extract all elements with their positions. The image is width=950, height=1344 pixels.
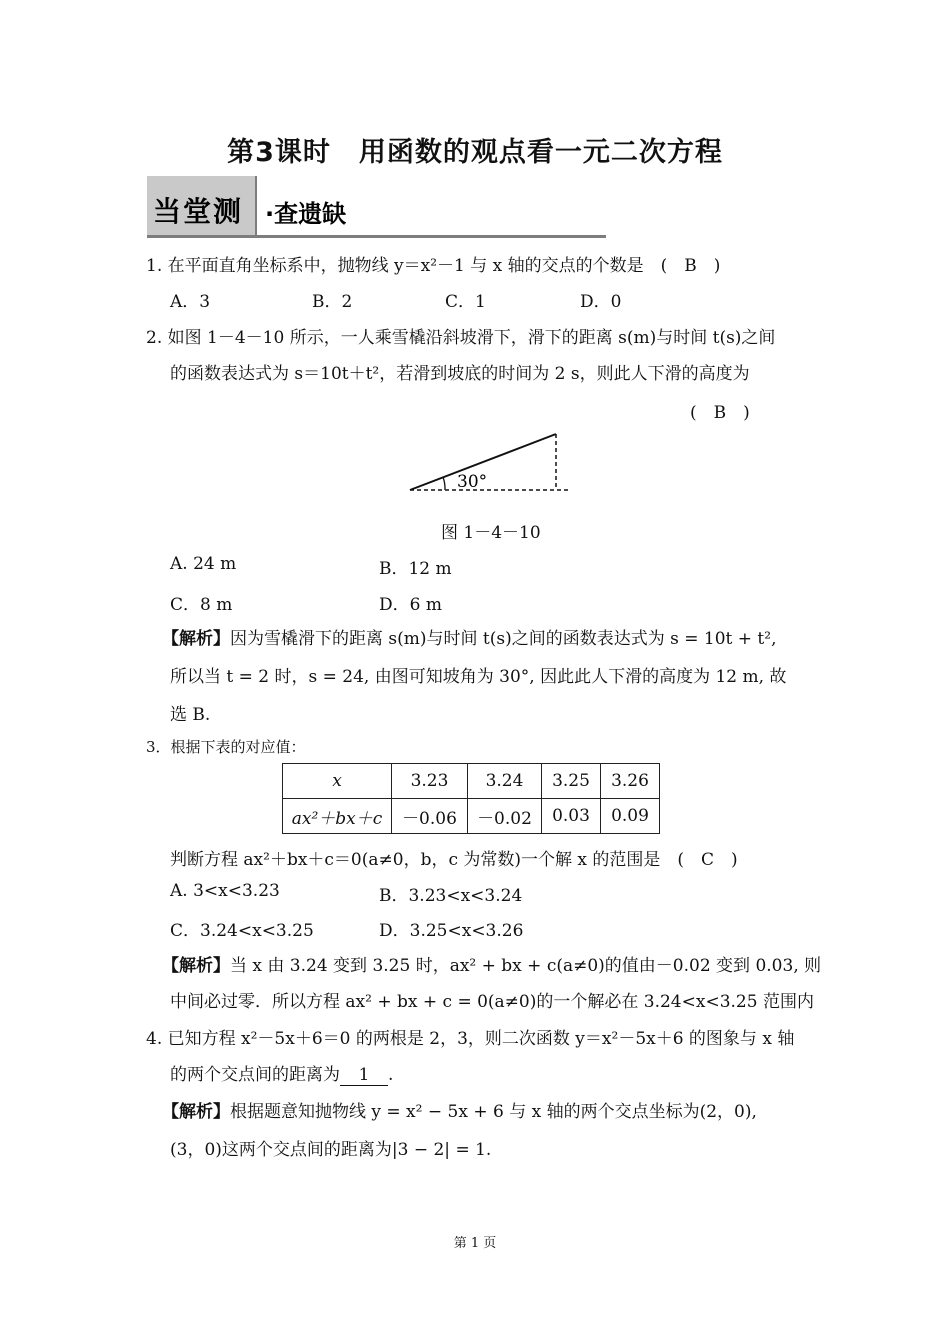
q2-solution-line3: 选 B. <box>170 705 211 725</box>
q4-solution-label: 【解析】 <box>162 1102 230 1122</box>
q4-stem-line2 <box>170 1060 393 1086</box>
page-title: 第3课时 用函数的观点看一元二次方程 <box>227 137 723 168</box>
q2-solution-line2: 所以当 t = 2 时，s = 24, 由图可知坡角为 30°, 因此此人下滑的高度为 12 m, 故 <box>170 667 787 687</box>
table-cell: ax²＋bx＋c <box>283 799 392 834</box>
q3-question: 判断方程 ax²＋bx＋c＝0(a≠0，b，c 为常数)一个解 x 的范围是 ( C ) <box>170 850 738 870</box>
q4-stem-text: 的两个交点间的距离为 <box>170 1065 340 1085</box>
q3-solution-label: 【解析】 <box>162 956 230 976</box>
q4-stem-line1: 4. 已知方程 x²－5x＋6＝0 的两根是 2，3，则二次函数 y＝x²－5x＋6 的图象与 x 轴 <box>146 1029 795 1049</box>
q4-solution-line1 <box>162 1097 757 1122</box>
q2-solution-text1: 因为雪橇滑下的距离 s(m)与时间 t(s)之间的函数表达式为 s = 10t + t², <box>230 629 777 649</box>
angle-label: 30° <box>457 472 488 492</box>
table-cell: －0.02 <box>468 799 542 834</box>
q2-answer: ( B ) <box>690 403 750 423</box>
q3-option-d: D．3.25<x<3.26 <box>379 921 524 941</box>
q4-solution-line2: (3，0)这两个交点间的距离为|3 − 2| = 1. <box>170 1140 492 1160</box>
q3-stem: 3．根据下表的对应值： <box>146 738 306 756</box>
q2-solution-label: 【解析】 <box>162 629 230 649</box>
slope-diagram <box>400 425 580 497</box>
q3-option-c: C．3.24<x<3.25 <box>170 921 314 941</box>
q3-solution-line2: 中间必过零．所以方程 ax² + bx + c = 0(a≠0)的一个解必在 3.24<x<3.25 范围内 <box>170 992 814 1012</box>
q2-stem-line2: 的函数表达式为 s＝10t＋t²，若滑到坡底的时间为 2 s，则此人下滑的高度为 <box>170 364 750 384</box>
q3-solution-text1: 当 x 由 3.24 变到 3.25 时，ax² + bx + c(a≠0)的值由－0.02 变到 0.03, 则 <box>230 956 822 976</box>
table-cell: 3.25 <box>542 764 601 799</box>
value-table <box>282 763 660 834</box>
q3-solution-line1 <box>162 951 821 976</box>
q4-answer-blank: 1 <box>340 1065 388 1086</box>
table-cell: －0.06 <box>392 799 468 834</box>
q2-solution-line1 <box>162 624 776 649</box>
table-cell: 3.23 <box>392 764 468 799</box>
q1-option-b: B．2 <box>312 292 353 312</box>
q1-stem: 1. 在平面直角坐标系中，抛物线 y＝x²－1 与 x 轴的交点的个数是 ( B ) <box>146 256 721 276</box>
table-row <box>283 799 660 834</box>
q2-option-d: D．6 m <box>379 595 442 615</box>
table-row <box>283 764 660 799</box>
table-cell: 3.24 <box>468 764 542 799</box>
q2-option-c: C．8 m <box>170 595 233 615</box>
q3-option-b: B．3.23<x<3.24 <box>379 886 523 906</box>
q2-option-a: A. 24 m <box>170 554 237 574</box>
table-cell: 0.09 <box>601 799 660 834</box>
table-cell: 3.26 <box>601 764 660 799</box>
q4-solution-text1: 根据题意知抛物线 y = x² − 5x + 6 与 x 轴的两个交点坐标为(2，0), <box>230 1102 757 1122</box>
q2-stem-line1: 2. 如图 1－4－10 所示，一人乘雪橇沿斜坡滑下，滑下的距离 s(m)与时间 t(s)之间 <box>146 328 776 348</box>
q2-option-b: B．12 m <box>379 559 452 579</box>
q3-option-a: A. 3<x<3.23 <box>170 881 280 901</box>
q1-option-d: D．0 <box>580 292 622 312</box>
banner-left-text: 当堂测 <box>153 195 244 228</box>
q2-figure-caption: 图 1－4－10 <box>441 523 541 543</box>
q1-option-a: A．3 <box>170 292 211 312</box>
page-footer: 第 1 页 <box>453 1236 497 1251</box>
section-banner <box>147 176 606 238</box>
table-cell: x <box>283 764 392 799</box>
q4-stem-end: . <box>388 1065 394 1085</box>
q1-option-c: C．1 <box>445 292 486 312</box>
angle-arc <box>443 477 445 490</box>
table-cell: 0.03 <box>542 799 601 834</box>
banner-right-text: ·查遗缺 <box>265 200 347 228</box>
